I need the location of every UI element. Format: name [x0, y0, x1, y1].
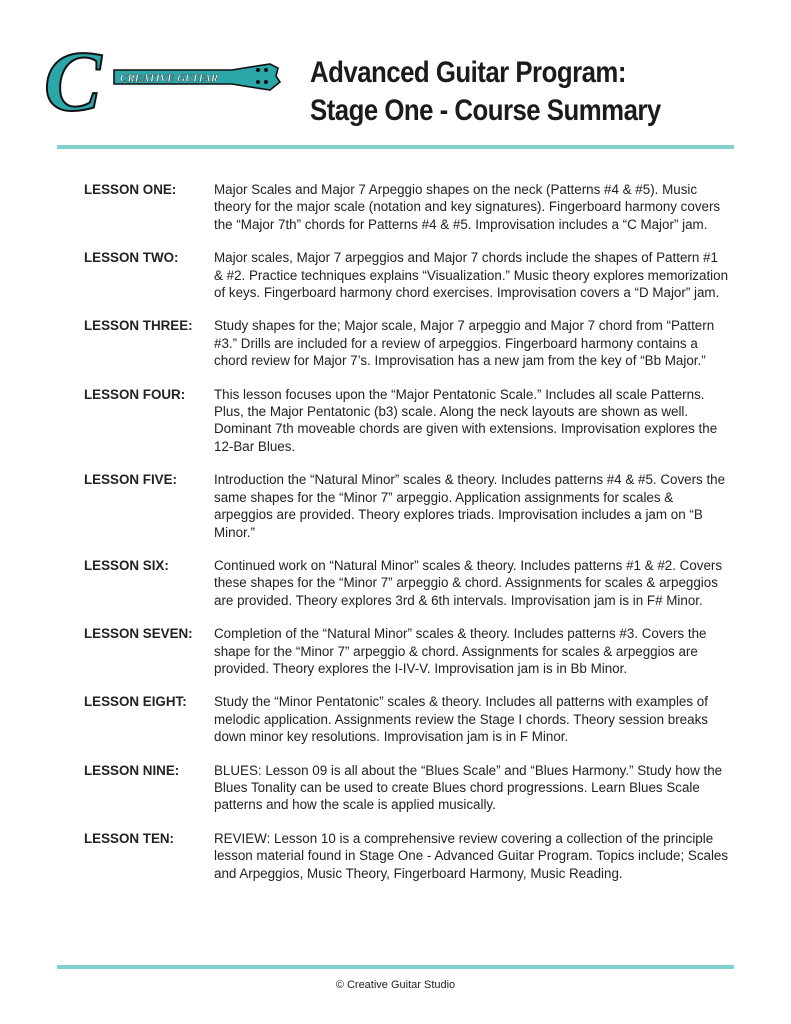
lesson-description: Study the “Minor Pentatonic” scales & theory. Includes all patterns with examples of melodic application. Assignments review the Stage I chords. Theory session breaks down minor key resolutions. Improvisation jam is in F Minor.	[214, 694, 708, 745]
page-title-line1: Advanced Guitar Program:	[310, 56, 626, 89]
bottom-divider	[57, 965, 734, 969]
lesson-item	[84, 249, 734, 301]
creative-guitar-logo	[44, 40, 314, 120]
lesson-item	[84, 830, 734, 882]
lesson-item	[84, 386, 734, 456]
lesson-description: Continued work on “Natural Minor” scales & theory. Includes patterns #1 & #2. Covers these shapes for the “Minor 7” arpeggio & chord. Assignments for scales & arpeggios are provided. Theory explores 3rd & 6th intervals. Improvisation jam is in F# Minor.	[214, 557, 723, 608]
lesson-name: LESSON SEVEN:	[84, 626, 193, 642]
lesson-name: LESSON ONE:	[84, 182, 177, 197]
lesson-item	[84, 181, 734, 233]
lesson-name: LESSON EIGHT:	[84, 694, 187, 710]
lesson-item	[84, 471, 734, 541]
lesson-item	[84, 557, 734, 609]
lesson-description: Completion of the “Natural Minor” scales & theory. Includes patterns #3. Covers the shape for the “Minor 7” arpeggio & chord. Assignments for scales & arpeggios are provided. Theory explores the I-IV-V. Improvisation jam is in Bb Minor.	[214, 626, 707, 676]
lesson-name: LESSON SIX:	[84, 557, 169, 573]
lesson-description: Study shapes for the; Major scale, Major 7 arpeggio and Major 7 chord from “Pattern #3.” Drills are included for a review of arpeggios. Fingerboard harmony contains a chord review for Major 7’s. Improvisation has a new jam from the key of “Bb Major.”	[214, 318, 715, 369]
lesson-description: BLUES: Lesson 09 is all about the “Blues Scale” and “Blues Harmony.” Study how the Blues Tonality can be used to create Blues chord progressions. Learn Blues Scale patterns and how the scale is applied musically.	[214, 762, 723, 813]
lesson-name: LESSON FOUR:	[84, 386, 186, 402]
lesson-item	[84, 317, 734, 369]
page-title	[310, 54, 714, 130]
lesson-name: LESSON FIVE:	[84, 472, 178, 488]
top-divider	[57, 145, 734, 149]
lesson-name: LESSON TWO:	[84, 250, 179, 266]
lesson-description: Introduction the “Natural Minor” scales & theory. Includes patterns #4 & #5. Covers the same shapes for the “Minor 7” arpeggio. Application assignments for scales & arpeggios are provided. Theory explores triads. Improvisation includes a jam on “B Minor.”	[214, 472, 726, 540]
footer-copyright: © Creative Guitar Studio	[335, 979, 456, 991]
lesson-item	[84, 762, 734, 814]
lesson-item	[84, 625, 734, 677]
lesson-description: REVIEW: Lesson 10 is a comprehensive review covering a collection of the principle lesson material found in Stage One - Advanced Guitar Program. Topics include; Scales and Arpeggios, Music Theory, Fingerboard Harmony, Music Reading.	[214, 830, 729, 881]
page-title-line2: Stage One - Course Summary	[310, 94, 661, 127]
lesson-name: LESSON THREE:	[84, 318, 193, 334]
lesson-name: LESSON NINE:	[84, 762, 180, 778]
lesson-description: Major Scales and Major 7 Arpeggio shapes on the neck (Patterns #4 & #5). Music theory for the major scale (notation and key signatures). Fingerboard harmony covers the “Major 7th” chords for Patterns #4 & #5. Improvisation includes a “C Major” jam.	[214, 182, 721, 232]
logo-brand-text: CREATIVE GUITAR	[120, 72, 219, 85]
lesson-name: LESSON TEN:	[84, 830, 175, 846]
lesson-description: Major scales, Major 7 arpeggios and Major 7 chords include the shapes of Pattern #1 & #2. Practice techniques explains “Visualization.” Music theory explores memorization of keys. Fingerboard harmony chord exercises. Improvisation covers a “D Major” jam.	[214, 250, 729, 301]
lesson-list	[84, 181, 734, 898]
logo-letter: C	[44, 40, 102, 120]
lesson-description: This lesson focuses upon the “Major Pentatonic Scale.” Includes all scale Patterns. Plus, the Major Pentatonic (b3) scale. Along the neck layouts are shown as well. Dominant 7th moveable chords are given with extensions. Improvisation explores the 12-Bar Blues.	[214, 386, 718, 454]
lesson-item	[84, 693, 734, 745]
